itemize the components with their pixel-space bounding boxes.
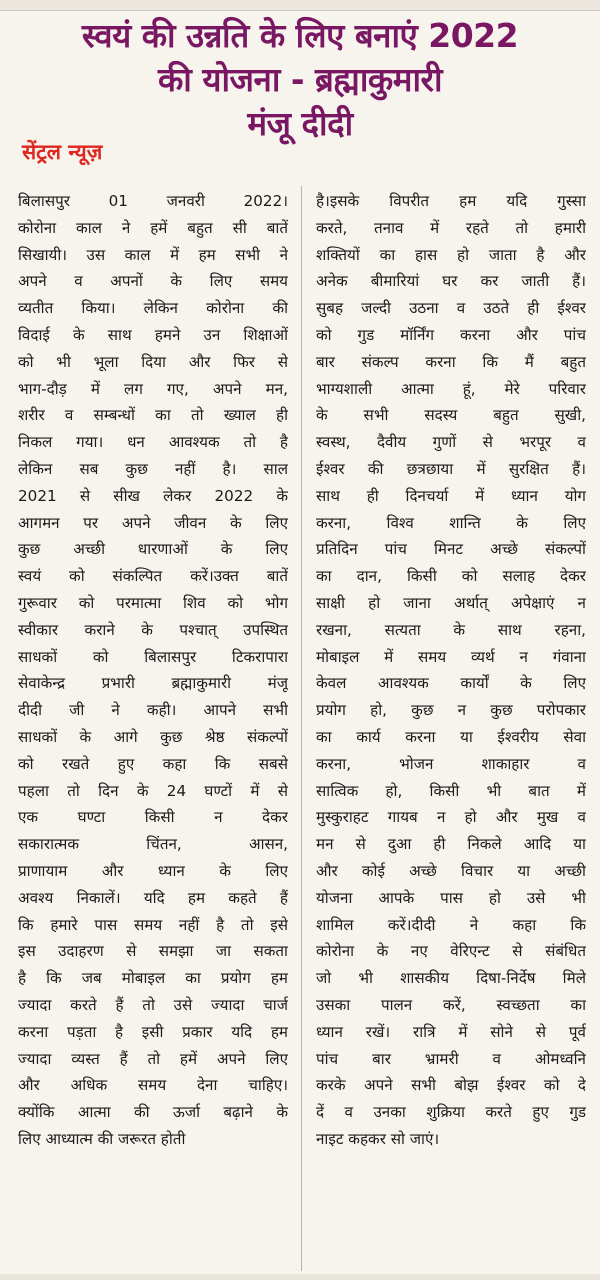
article-line: स्वस्थ, दैवीय गुणों से भरपूर व	[316, 433, 586, 452]
article-line: पहला तो दिन के 24 घण्टों में से	[18, 781, 288, 800]
article-line: मन से दुआ ही निकले आदि या	[316, 835, 586, 854]
article-line: साधकों के आगे कुछ श्रेष्ठ संकल्पों	[18, 727, 288, 746]
article-line: प्राणायाम और ध्यान के लिए	[18, 861, 288, 880]
article-line: और अधिक समय देना चाहिए।	[18, 1076, 288, 1095]
article-line: रखना, सत्यता के साथ रहना,	[316, 620, 586, 639]
article-line: साथ ही दिनचर्या में ध्यान योग	[316, 486, 586, 505]
article-line: साक्षी हो जाना अर्थात् अपेक्षाएं न	[316, 593, 586, 612]
article-line: विदाई के साथ हमने उन शिक्षाओं	[18, 325, 288, 344]
article-line: बिलासपुर 01 जनवरी 2022।	[18, 192, 288, 210]
article-line: भाग्यशाली आत्मा हूं, मेरे परिवार	[316, 379, 586, 398]
headline	[8, 14, 592, 146]
article-column-right	[316, 188, 586, 1153]
page-edge	[0, 1274, 600, 1280]
article-line: केवल आवश्यक कार्यों के लिए	[316, 674, 586, 693]
article-line: अपने व अपनों के लिए समय	[18, 272, 288, 291]
article-line: अवश्य निकालें। यदि हम कहते हैं	[18, 888, 288, 907]
article-line: कि हमारे पास समय नहीं है तो इसे	[18, 915, 288, 934]
clipped-previous-text-strip	[0, 0, 600, 11]
column-divider	[301, 186, 302, 1271]
article-line: का दान, किसी को सलाह देकर	[316, 567, 586, 586]
article-line: उसका पालन करें, स्वच्छता का	[316, 995, 586, 1014]
article-line: सेवाकेन्द्र प्रभारी ब्रह्माकुमारी मंजू	[18, 674, 288, 693]
article-line: करना, भोजन शाकाहार व	[316, 754, 586, 773]
article-line: करना पड़ता है इसी प्रकार यदि हम	[18, 1022, 288, 1041]
article-line: निकल गया। धन आवश्यक तो है	[18, 433, 288, 452]
article-line: नाइट कहकर सो जाएं।	[316, 1129, 440, 1148]
article-line: गुरूवार को परमात्मा शिव को भोग	[18, 593, 288, 612]
article-line: जो भी शासकीय दिषा-निर्देष मिले	[316, 969, 586, 988]
article-line: सुबह जल्दी उठना व उठते ही ईश्वर	[316, 299, 586, 318]
article-line: अनेक बीमारियां घर कर जाती हैं।	[316, 272, 586, 291]
article-line: मुस्कुराहट गायब न हो और मुख व	[316, 808, 586, 827]
article-line: को रखते हुए कहा कि सबसे	[18, 754, 288, 773]
article-line: प्रयोग हो, कुछ न कुछ परोपकार	[316, 701, 586, 720]
article-line: करके अपने सभी बोझ ईश्वर को दे	[316, 1076, 586, 1095]
article-line: है।इसके विपरीत हम यदि गुस्सा	[316, 192, 586, 210]
article-line: स्वयं को संकल्पित करें।उक्त बातें	[18, 567, 288, 586]
article-line: पांच बार भ्रामरी व ओमध्वनि	[316, 1049, 586, 1068]
article-line: शामिल करें।दीदी ने कहा कि	[316, 915, 586, 934]
article-line: ध्यान रखें। रात्रि में सोने से पूर्व	[316, 1022, 586, 1041]
article-line: और कोई अच्छे विचार या अच्छी	[316, 861, 586, 880]
article-line: ईश्वर की छत्रछाया में सुरक्षित हैं।	[316, 459, 586, 478]
article-line: सात्विक हो, किसी भी बात में	[316, 781, 586, 800]
article-line: करते, तनाव में रहते तो हमारी	[316, 218, 586, 237]
article-line: शक्तियों का हास हो जाता है और	[316, 245, 586, 264]
article-line: भाग-दौड़ में लग गए, अपने मन,	[18, 379, 288, 398]
article-line: के सभी सदस्य बहुत सुखी,	[316, 406, 586, 425]
article-line: शरीर व सम्बन्धों का तो ख्याल ही	[18, 406, 288, 425]
source-label: सेंट्रल न्यूज़	[22, 140, 103, 164]
article-line: को गुड मॉर्निंग करना और पांच	[316, 325, 586, 344]
article-line: का कार्य करना या ईश्वरीय सेवा	[316, 727, 586, 746]
article-line: को भी भूला दिया और फिर से	[18, 352, 288, 371]
article-line: प्रतिदिन पांच मिनट अच्छे संकल्पों	[316, 540, 586, 559]
article-line: ज्यादा व्यस्त हैं तो हमें अपने लिए	[18, 1049, 288, 1068]
article-line: बार संकल्प करना कि मैं बहुत	[316, 352, 586, 371]
article-line: दीदी जी ने कही। आपने सभी	[18, 701, 288, 720]
article-line: व्यतीत किया। लेकिन कोरोना की	[18, 299, 288, 318]
article-line: कोरोना के नए वेरिएन्ट से संबंधित	[316, 942, 586, 961]
article-line: 2021 से सीख लेकर 2022 के	[18, 486, 288, 505]
article-column-left	[18, 188, 288, 1153]
article-line: स्वीकार कराने के पश्चात् उपस्थित	[18, 620, 288, 639]
article-line: है कि जब मोबाइल का प्रयोग हम	[18, 969, 288, 988]
article-line: इस उदाहरण से समझा जा सकता	[18, 942, 288, 961]
article-line: आगमन पर अपने जीवन के लिए	[18, 513, 288, 532]
article-line: योजना आपके पास हो उसे भी	[316, 888, 586, 907]
headline-line: की योजना - ब्रह्माकुमारी	[157, 60, 443, 99]
article-line: एक घण्टा किसी न देकर	[18, 808, 288, 827]
article-line: सकारात्मक चिंतन, आसन,	[18, 835, 288, 854]
article-line: मोबाइल में समय व्यर्थ न गंवाना	[316, 647, 586, 666]
article-line: सिखायी। उस काल में हम सभी ने	[18, 245, 288, 264]
headline-line: मंजू दीदी	[247, 104, 353, 143]
article-line: कोरोना काल ने हमें बहुत सी बातें	[18, 218, 288, 237]
article-line: करना, विश्व शान्ति के लिए	[316, 513, 586, 532]
article-line: ज्यादा करते हैं तो उसे ज्यादा चार्ज	[18, 995, 288, 1014]
headline-line: स्वयं की उन्नति के लिए बनाएं 2022	[81, 16, 519, 55]
article-line: कुछ अच्छी धारणाओं के लिए	[18, 540, 288, 559]
article-line: लिए आध्यात्म की जरूरत होती	[18, 1129, 186, 1148]
article-line: लेकिन सब कुछ नहीं है। साल	[18, 459, 288, 478]
article-line: दें व उनका शुक्रिया करते हुए गुड	[316, 1103, 586, 1122]
article-line: क्योंकि आत्मा की ऊर्जा बढ़ाने के	[18, 1103, 288, 1122]
article-line: साधकों को बिलासपुर टिकरापारा	[18, 647, 288, 666]
